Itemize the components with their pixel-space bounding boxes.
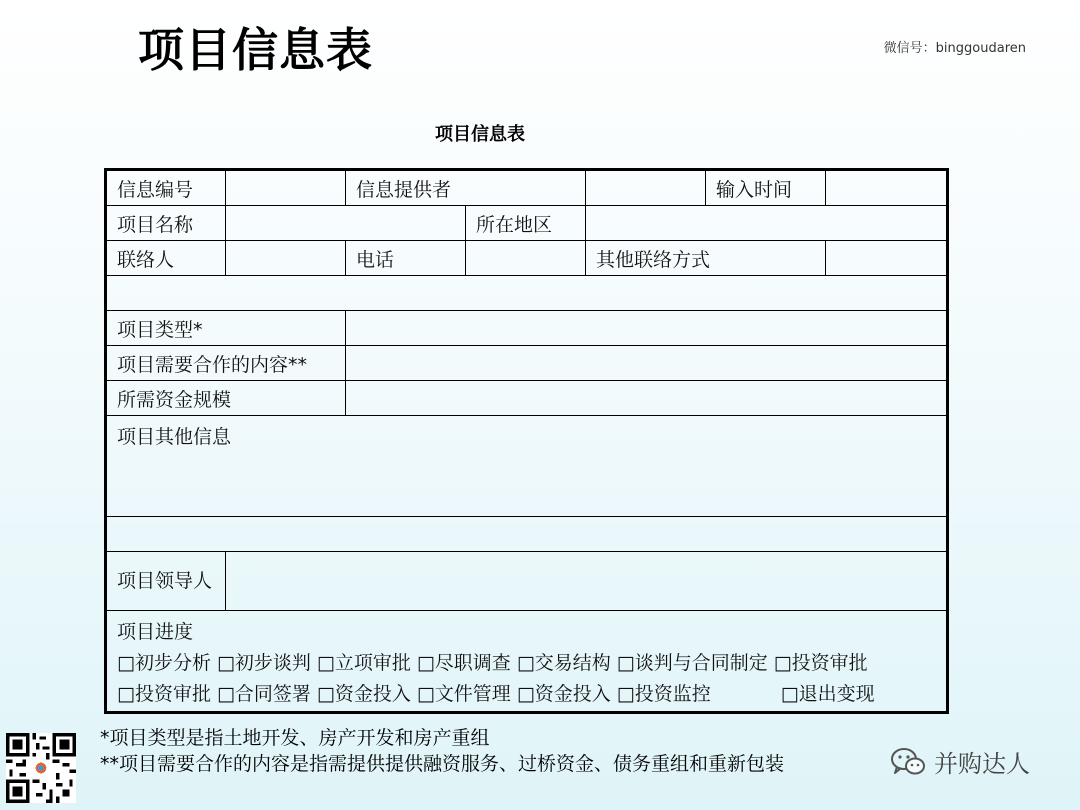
table-row	[106, 206, 948, 241]
field-input-time[interactable]	[826, 170, 948, 206]
project-info-table	[104, 168, 949, 714]
field-other-contact[interactable]	[826, 241, 948, 276]
wechat-id: 微信号：binggoudaren	[883, 41, 1026, 56]
wechat-icon	[890, 747, 926, 777]
progress-option[interactable]: □初步分析	[117, 652, 211, 674]
table-row	[106, 381, 948, 416]
table-row	[106, 611, 948, 713]
progress-options-line1	[117, 648, 936, 679]
label-contact: 联络人	[106, 241, 226, 276]
field-project-name[interactable]	[226, 206, 466, 241]
table-row	[106, 552, 948, 611]
footnotes	[100, 725, 784, 777]
progress-option[interactable]: □退出变现	[780, 683, 875, 705]
field-funds[interactable]	[346, 381, 948, 416]
progress-option[interactable]: □投资审批	[117, 683, 211, 705]
table-row	[106, 170, 948, 206]
progress-option[interactable]: □立项审批	[316, 652, 411, 674]
blank-row[interactable]	[106, 517, 948, 552]
label-input-time: 输入时间	[706, 170, 826, 206]
progress-option[interactable]: □初步谈判	[216, 652, 311, 674]
field-region[interactable]	[586, 206, 948, 241]
progress-option[interactable]: □尽职调查	[416, 652, 511, 674]
footnote: *项目类型是指土地开发、房产开发和房产重组	[100, 727, 490, 749]
field-info-no[interactable]	[226, 170, 346, 206]
label-phone: 电话	[346, 241, 466, 276]
label-provider: 信息提供者	[346, 170, 586, 206]
label-leader: 项目领导人	[106, 552, 226, 611]
label-region: 所在地区	[466, 206, 586, 241]
footnote: **项目需要合作的内容是指需提供提供融资服务、过桥资金、债务重组和重新包装	[100, 753, 785, 775]
table-row	[106, 416, 948, 517]
progress-option[interactable]: □文件管理	[416, 683, 511, 705]
brand	[890, 744, 1030, 779]
blank-row[interactable]	[106, 276, 948, 311]
page-title: 项目信息表	[138, 23, 373, 77]
field-cooperation[interactable]	[346, 346, 948, 381]
progress-option[interactable]: □投资审批	[773, 652, 868, 674]
progress-option[interactable]: □投资监控	[616, 683, 711, 705]
field-leader[interactable]	[226, 552, 948, 611]
label-other-info[interactable]: 项目其他信息	[106, 416, 948, 517]
label-cooperation: 项目需要合作的内容**	[106, 346, 346, 381]
progress-option[interactable]: □交易结构	[516, 652, 611, 674]
field-provider[interactable]	[586, 170, 706, 206]
label-project-type: 项目类型*	[106, 311, 346, 346]
progress-option[interactable]: □资金投入	[316, 683, 411, 705]
label-project-name: 项目名称	[106, 206, 226, 241]
form-title: 项目信息表	[435, 124, 525, 145]
field-phone[interactable]	[466, 241, 586, 276]
qr-code-icon	[6, 733, 76, 803]
field-project-type[interactable]	[346, 311, 948, 346]
label-other-contact: 其他联络方式	[586, 241, 826, 276]
progress-options-line2	[117, 679, 936, 710]
label-progress: 项目进度	[117, 621, 194, 643]
table-row	[106, 517, 948, 552]
table-row	[106, 311, 948, 346]
field-contact[interactable]	[226, 241, 346, 276]
table-row	[106, 241, 948, 276]
progress-option[interactable]: □资金投入	[516, 683, 611, 705]
table-row	[106, 346, 948, 381]
progress-option[interactable]: □谈判与合同制定	[616, 652, 768, 674]
label-funds: 所需资金规模	[106, 381, 346, 416]
progress-cell	[106, 611, 948, 713]
table-row	[106, 276, 948, 311]
brand-name: 并购达人	[934, 750, 1030, 778]
label-info-no: 信息编号	[106, 170, 226, 206]
progress-option[interactable]: □合同签署	[216, 683, 311, 705]
